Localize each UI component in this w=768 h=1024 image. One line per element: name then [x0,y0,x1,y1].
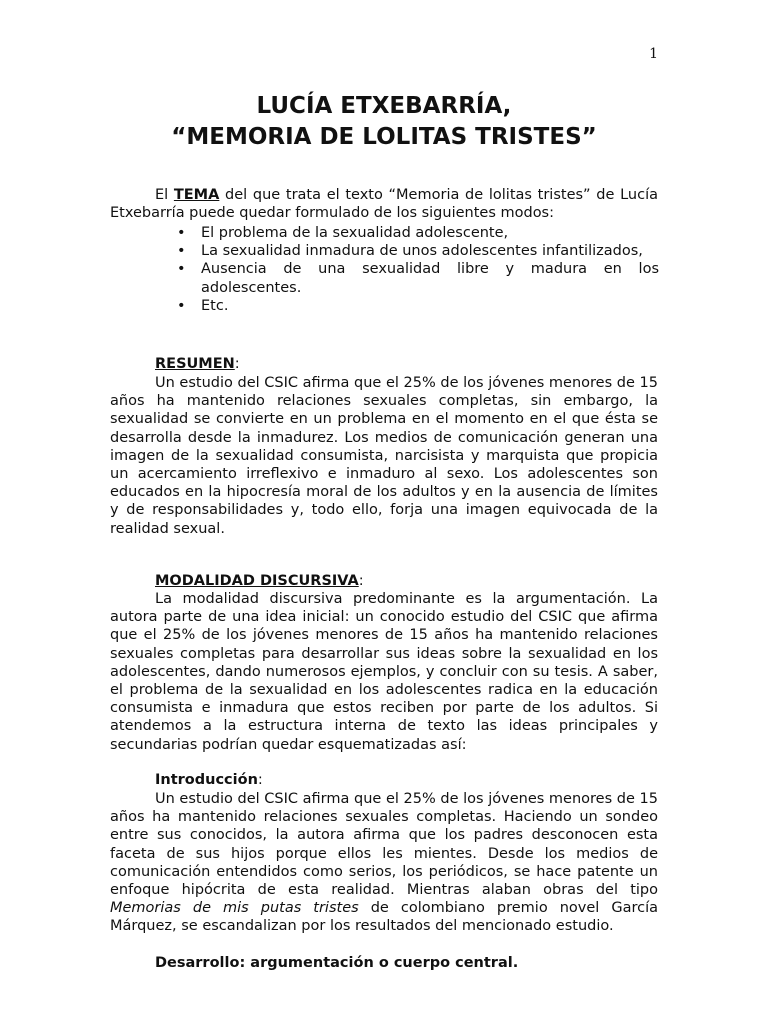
introduccion-text-before: Un estudio del CSIC afirma que el 25% de los jóvenes menores de 15 años ha mantenido relaciones sexuales completas. Haciendo un sondeo entre sus conocidos, la autora afirma que los padres desconocen esta faceta de sus hijos porque ellos les mientes. Desde los medios de comunicación entendidos como serios, los periódicos, se hace patente un enfoque hipócrita de esta realidad. Mientras alaban obras del tipo [110,791,658,899]
bullet-text: El problema de la sexualidad adolescente, [201,225,509,241]
introduccion-heading [155,771,263,789]
bullet-icon: • [177,261,186,278]
introduccion-book-title: Memorias de mis putas tristes [110,900,359,917]
tema-text: del que trata el texto “Memoria de lolitas tristes” de Lucía Etxebarría puede quedar formulado de los siguientes modos: [110,187,658,222]
bullet-icon: • [177,243,186,260]
introduccion-text-after: de colombiano premio novel García Márquez, se escandalizan por los resultados del mencionado estudio. [110,900,658,935]
modalidad-paragraph: La modalidad discursiva predominante es la argumentación. La autora parte de una idea inicial: un conocido estudio del CSIC que afirma que el 25% de los jóvenes menores de 15 años ha mantenido relaciones sexuales completas para desarrollar sus ideas sobre la sexualidad en los adolescentes, dando numerosos ejemplos, y concluir con su tesis. A saber, el problema de la sexualidad en los adolescentes radica en la educación consumista e inmadura que estos reciben por parte de los adultos. Si atendemos a la estructura interna de texto las ideas principales y secundarias podrían quedar esquematizadas así: [110,591,658,753]
introduccion-heading-label: Introducción [155,772,258,788]
list-item [175,242,659,260]
resumen-heading-colon: : [234,356,240,372]
list-item [175,224,659,242]
page-number: 1 [649,46,658,62]
list-item [175,260,659,296]
introduccion-paragraph [110,790,658,936]
modalidad-heading-colon: : [358,573,364,589]
list-item [175,297,659,315]
resumen-paragraph: Un estudio del CSIC afirma que el 25% de los jóvenes menores de 15 años ha mantenido relaciones sexuales completas, sin embargo, la sexualidad se convierte en un problema en el momento en el que ésta se desarrolla desde la inmadurez. Los medios de comunicación generan una imagen de la sexualidad consumista, narcisista y marquista que propicia un acercamiento irreflexivo e inmaduro al sexo. Los adolescentes son educados en la hipocresía moral de los adultos y en la ausencia de límites y de responsabilidades y, todo ello, forja una imagen equivocada de la realidad sexual. [110,375,658,537]
introduccion-heading-colon: : [257,772,263,788]
tema-prefix: El [155,187,174,203]
modalidad-heading-label: MODALIDAD DISCURSIVA [155,573,359,589]
resumen-heading [155,355,240,373]
desarrollo-heading: Desarrollo: argumentación o cuerpo central. [155,955,519,971]
bullet-text: Ausencia de una sexualidad libre y madura en los adolescentes. [201,261,659,296]
document-title-line-2: “MEMORIA DE LOLITAS TRISTES” [171,124,597,150]
bullet-text: Etc. [201,297,229,314]
bullet-text: La sexualidad inmadura de unos adolescentes infantilizados, [201,243,643,260]
bullet-icon: • [177,225,186,241]
tema-bullet-list [175,224,659,315]
modalidad-heading [155,572,364,590]
tema-paragraph [110,186,658,222]
document-title-line-1: LUCÍA ETXEBARRÍA, [256,93,512,119]
tema-label: TEMA [173,187,220,203]
bullet-icon: • [177,297,186,314]
resumen-heading-label: RESUMEN [155,356,235,372]
